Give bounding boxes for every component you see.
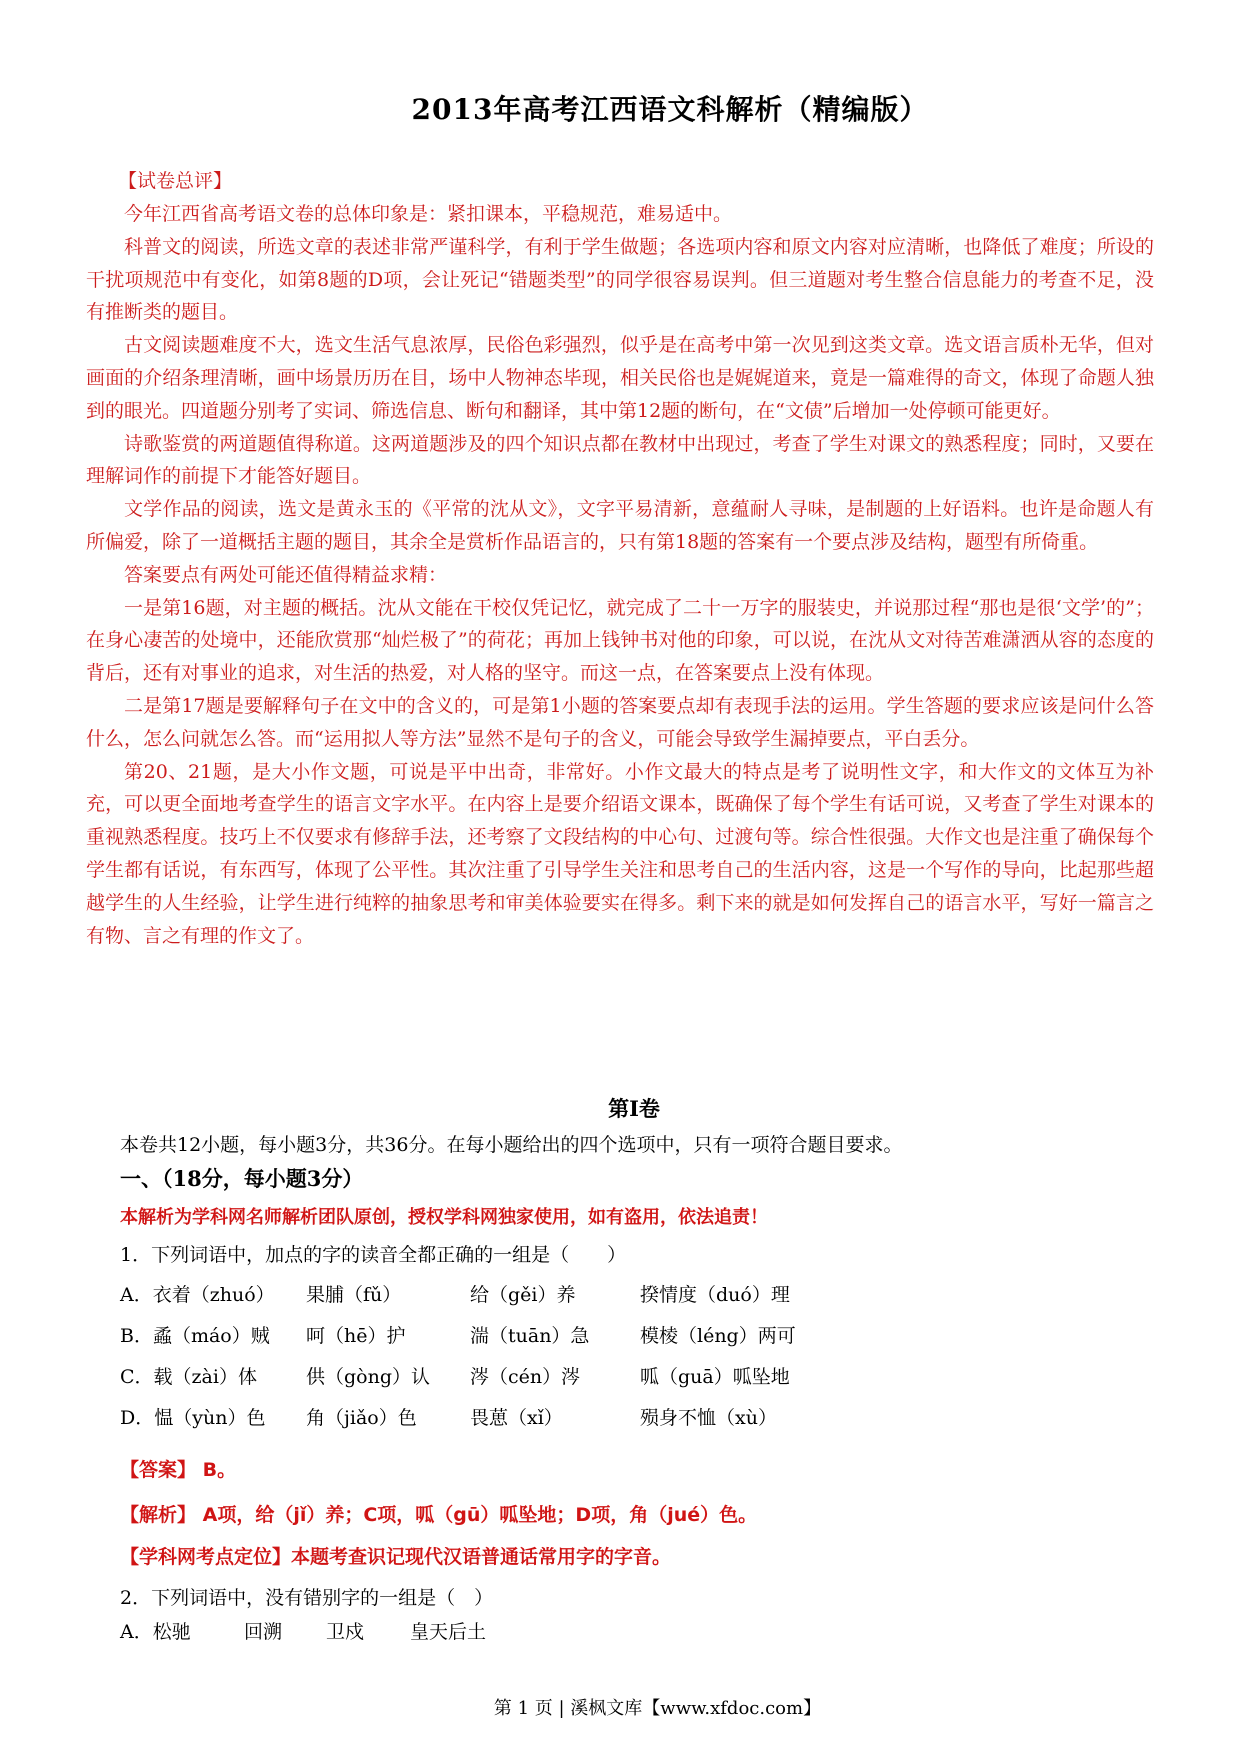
option-item: 果脯（fǔ）	[306, 1284, 402, 1306]
part-heading: 一、（18分，每小题3分）	[120, 1166, 364, 1191]
review-heading: 【试卷总评】	[118, 170, 233, 192]
volume-description: 本卷共12小题，每小题3分，共36分。在每小题给出的四个选项中，只有一项符合题目要求。	[120, 1134, 903, 1156]
option-item: 涔（cén）涔	[470, 1366, 581, 1388]
option-item: 皇天后土	[410, 1621, 487, 1643]
option-item: 畏葸（xǐ）	[470, 1407, 563, 1429]
copyright-notice: 本解析为学科网名师解析团队原创，授权学科网独家使用，如有盗用，依法追责！	[120, 1207, 768, 1228]
question-2-text: 2．下列词语中，没有错别字的一组是（ ）	[120, 1587, 494, 1609]
option-item: 给（gěi）养	[470, 1284, 576, 1306]
option-item: A．衣着（zhuó）	[120, 1284, 275, 1306]
question-1-option-d	[120, 1403, 1020, 1433]
volume-title	[0, 1093, 1240, 1123]
review-body	[86, 198, 1154, 952]
option-item: C．载（zài）体	[120, 1366, 257, 1388]
review-paragraph: 科普文的阅读，所选文章的表述非常严谨科学，有利于学生做题；各选项内容和原文内容对应清晰，也降低了难度；所设的干扰项规范中有变化，如第8题的D项，会让死记“错题类型”的同学很容易误判。但三道题对考生整合信息能力的考查不足，没有推断类的题目。	[86, 235, 1154, 324]
question-1-analysis: 【解析】 A项，给（jǐ）养；C项，呱（gū）呱坠地；D项，角（jué）色。	[120, 1504, 758, 1526]
question-2-option-a	[120, 1617, 1020, 1647]
question-1-text: 1．下列词语中，加点的字的读音全都正确的一组是（ ）	[120, 1244, 627, 1266]
review-paragraph: 文学作品的阅读，选文是黄永玉的《平常的沈从文》，文字平易清新，意蕴耐人寻味，是制题的上好语料。也许是命题人有所偏爱，除了一道概括主题的题目，其余全是赏析作品语言的，只有第18题的答案有一个要点涉及结构，题型有所倚重。	[86, 498, 1154, 553]
page-title	[0, 88, 1240, 128]
review-paragraph: 第20、21题，是大小作文题，可说是平中出奇，非常好。小作文最大的特点是考了说明性文字，和大作文的文体互为补充，可以更全面地考查学生的语言文字水平。在内容上是要介绍语文课本，既确保了每个学生有话可说，又考查了学生对课本的重视熟悉程度。技巧上不仅要求有修辞手法，还考察了文段结构的中心句、过渡句等。综合性很强。大作文也是注重了确保每个学生都有话说，有东西写，体现了公平性。其次注重了引导学生关注和思考自己的生活内容，这是一个写作的导向，比起那些超越学生的人生经验，让学生进行纯粹的抽象思考和审美体验要实在得多。剩下来的就是如何发挥自己的语言水平，写好一篇言之有物、言之有理的作文了。	[86, 760, 1154, 947]
option-item: 呱（guā）呱坠地	[640, 1366, 790, 1388]
review-paragraph: 答案要点有两处可能还值得精益求精：	[124, 563, 448, 586]
option-item: 角（jiǎo）色	[306, 1407, 417, 1429]
option-item: 回溯	[244, 1621, 283, 1643]
option-item: A．松驰	[120, 1621, 191, 1643]
volume-title-text: 第Ⅰ卷	[608, 1096, 660, 1121]
option-item: 殒身不恤（xù）	[640, 1407, 777, 1429]
review-paragraph: 今年江西省高考语文卷的总体印象是：紧扣课本，平稳规范，难易适中。	[124, 203, 733, 225]
page-footer-text: 第 1 页 | 溪枫文库【www.xfdoc.com】	[493, 1698, 822, 1719]
review-paragraph: 二是第17题是要解释句子在文中的含义的，可是第1小题的答案要点却有表现手法的运用。学生答题的要求应该是问什么答什么，怎么问就怎么答。而“运用拟人等方法”显然不是句子的含义，可能会导致学生漏掉要点，平白丢分。	[86, 694, 1154, 750]
question-1-answer: 【答案】 B。	[120, 1459, 237, 1481]
option-item: D．愠（yùn）色	[120, 1407, 266, 1429]
option-item: 揆情度（duó）理	[640, 1284, 790, 1306]
review-paragraph: 一是第16题，对主题的概括。沈从文能在干校仅凭记忆，就完成了二十一万字的服装史，并说那过程“那也是很‘文学’的”；在身心凄苦的处境中，还能欣赏那“灿烂极了”的荷花；再加上钱钟书对他的印象，可以说，在沈从文对待苦难潇洒从容的态度的背后，还有对事业的追求，对生活的热爱，对人格的坚守。而这一点，在答案要点上没有体现。	[86, 596, 1154, 685]
review-paragraph: 诗歌鉴赏的两道题值得称道。这两道题涉及的四个知识点都在教材中出现过，考查了学生对课文的熟悉程度；同时，又要在理解词作的前提下才能答好题目。	[86, 432, 1154, 488]
option-item: 湍（tuān）急	[470, 1325, 590, 1347]
review-paragraph: 古文阅读题难度不大，选文生活气息浓厚，民俗色彩强烈，似乎是在高考中第一次见到这类文章。选文语言质朴无华，但对画面的介绍条理清晰，画中场景历历在目，场中人物神态毕现，相关民俗也是娓娓道来，竟是一篇难得的奇文，体现了命题人独到的眼光。四道题分别考了实词、筛选信息、断句和翻译，其中第12题的断句，在“文债”后增加一处停顿可能更好。	[86, 334, 1154, 422]
question-1-option-b	[120, 1321, 1020, 1351]
question-1-location: 【学科网考点定位】本题考查识记现代汉语普通话常用字的字音。	[120, 1546, 672, 1568]
option-item: B．蟊（máo）贼	[120, 1325, 270, 1347]
page-title-text: 2013年高考江西语文科解析（精编版）	[411, 93, 929, 126]
option-item: 呵（hē）护	[306, 1325, 406, 1347]
page-footer	[0, 1694, 1240, 1720]
option-item: 供（gòng）认	[306, 1366, 431, 1388]
option-item: 卫戍	[326, 1621, 365, 1643]
question-1-option-c	[120, 1362, 1020, 1392]
question-1-option-a	[120, 1280, 1020, 1310]
option-item: 模棱（léng）两可	[640, 1325, 796, 1347]
